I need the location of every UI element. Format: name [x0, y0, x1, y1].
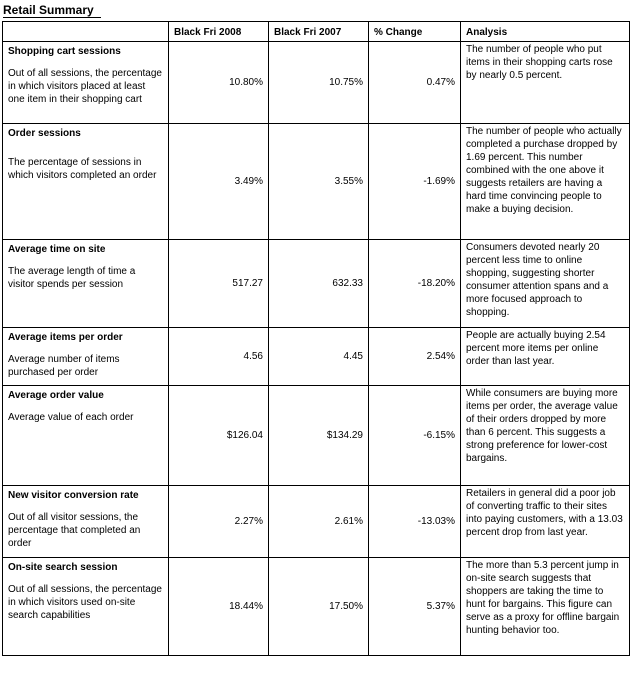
table-row	[3, 558, 630, 656]
value-2008: 4.56	[169, 328, 269, 386]
header-metric	[3, 22, 169, 42]
metric-description: The average length of time a visitor spends per session	[8, 266, 136, 290]
percent-change: -1.69%	[369, 124, 461, 240]
metric-description: Out of all sessions, the percentage in which visitors used on-site search capabilities	[8, 584, 162, 621]
value-2008: 2.27%	[169, 486, 269, 558]
table-row	[3, 124, 630, 240]
metric-name: Average items per order	[8, 332, 123, 343]
analysis-text: People are actually buying 2.54 percent more items per online order than last year.	[461, 328, 630, 386]
metric-description: The percentage of sessions in which visitors completed an order	[8, 157, 157, 181]
percent-change: 0.47%	[369, 42, 461, 124]
header-change: % Change	[369, 22, 461, 42]
percent-change: -13.03%	[369, 486, 461, 558]
metric-cell	[3, 328, 169, 386]
header-2008: Black Fri 2008	[169, 22, 269, 42]
metric-name: Order sessions	[8, 128, 81, 139]
value-2008: 3.49%	[169, 124, 269, 240]
metric-description: Average number of items purchased per order	[8, 354, 120, 378]
analysis-text: Consumers devoted nearly 20 percent less time to online shopping, suggesting shorter consumer attention spans and a more focused approach to shopping.	[461, 240, 630, 328]
value-2007: 17.50%	[269, 558, 369, 656]
value-2008: 10.80%	[169, 42, 269, 124]
metric-name: On-site search session	[8, 562, 118, 573]
table-row	[3, 42, 630, 124]
metric-name: New visitor conversion rate	[8, 490, 139, 501]
metric-description: Out of all sessions, the percentage in which visitors placed at least one item in their shopping cart	[8, 68, 162, 105]
header-2007: Black Fri 2007	[269, 22, 369, 42]
metric-cell	[3, 386, 169, 486]
metric-description: Out of all visitor sessions, the percentage that completed an order	[8, 512, 141, 549]
metric-description: Average value of each order	[8, 412, 134, 423]
metric-cell	[3, 558, 169, 656]
analysis-text: The number of people who actually completed a purchase dropped by 1.69 percent. This number combined with the one above it suggests retailers are having a hard time convincing people to make a buying decision.	[461, 124, 630, 240]
analysis-text: While consumers are buying more items per order, the average value of their orders dropped by more than 6 percent. This suggests a strong preference for lower-cost bargains.	[461, 386, 630, 486]
table-header-row	[3, 22, 630, 42]
percent-change: -6.15%	[369, 386, 461, 486]
value-2007: 2.61%	[269, 486, 369, 558]
metric-cell	[3, 124, 169, 240]
analysis-text: Retailers in general did a poor job of converting traffic to their sites into paying customers, with a 13.03 percent drop from last year.	[461, 486, 630, 558]
table-row	[3, 486, 630, 558]
value-2007: 10.75%	[269, 42, 369, 124]
value-2007: 4.45	[269, 328, 369, 386]
percent-change: -18.20%	[369, 240, 461, 328]
metric-cell	[3, 42, 169, 124]
value-2008: $126.04	[169, 386, 269, 486]
table-row	[3, 240, 630, 328]
metric-name: Shopping cart sessions	[8, 46, 121, 57]
analysis-text: The number of people who put items in their shopping carts rose by nearly 0.5 percent.	[461, 42, 630, 124]
page-title: Retail Summary	[3, 3, 94, 17]
metric-name: Average order value	[8, 390, 104, 401]
table-row	[3, 386, 630, 486]
metric-name: Average time on site	[8, 244, 106, 255]
value-2007: $134.29	[269, 386, 369, 486]
title-underline	[3, 17, 101, 18]
value-2007: 3.55%	[269, 124, 369, 240]
percent-change: 2.54%	[369, 328, 461, 386]
metric-cell	[3, 486, 169, 558]
analysis-text: The more than 5.3 percent jump in on-site search suggests that shoppers are taking the time to hunt for bargains. This figure can serve as a proxy for offline bargain hunting behavior too.	[461, 558, 630, 656]
metric-cell	[3, 240, 169, 328]
value-2008: 18.44%	[169, 558, 269, 656]
retail-summary-table	[2, 21, 630, 656]
header-analysis: Analysis	[461, 22, 630, 42]
value-2008: 517.27	[169, 240, 269, 328]
value-2007: 632.33	[269, 240, 369, 328]
percent-change: 5.37%	[369, 558, 461, 656]
table-row	[3, 328, 630, 386]
